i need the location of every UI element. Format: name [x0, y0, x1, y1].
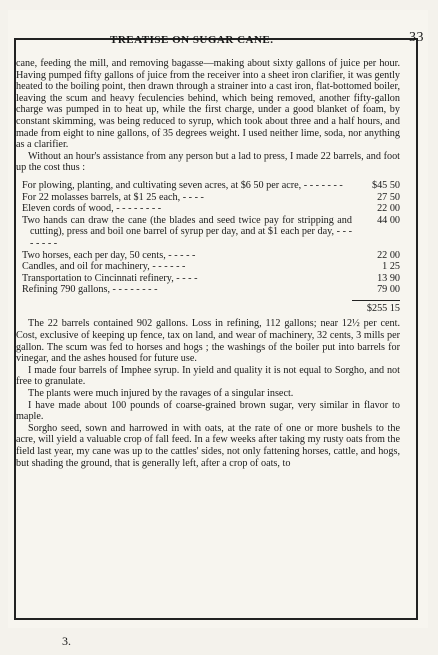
- ledger-row: [16, 250, 400, 262]
- cost-ledger: [16, 180, 400, 315]
- ledger-row: [16, 261, 400, 273]
- ledger-amount: 44 00: [377, 214, 400, 226]
- ledger-label: For plowing, planting, and cultivating seven acres, at $6 50 per acre, - - - - - - -: [22, 179, 343, 191]
- ledger-label: Two horses, each per day, 50 cents, - - - - -: [22, 249, 196, 261]
- ledger-amount: 22 00: [377, 203, 400, 215]
- paragraph: I have made about 100 pounds of coarse-grained brown sugar, very similar in flavor to maple.: [16, 399, 400, 423]
- ledger-row: [16, 203, 400, 215]
- ledger-label: Eleven cords of wood, - - - - - - - -: [22, 203, 162, 215]
- page-number: 33: [409, 30, 424, 45]
- signature-mark: 3.: [62, 634, 71, 648]
- paragraph: cane, feeding the mill, and removing bagasse—making about sixty gallons of juice per hour. Having pumped fifty gallons of juice from the receiver into a sheet iron clarifier, it was gently heated to the boiling point, then drawn through a strainer into a cast iron, flat-bottomed boiler, leaving the scum and heavy feculencies behind, which being removed, another fifty-gallon charge was pumped in to heat up, while the first charge, under a good blanket of foam, by constant skimming, was being reduced to syrup, which took about three and a half hours, and made from eight to nine gallons, of 35 degrees weight. I used neither lime, soda, nor anything as a clarifier.: [16, 58, 400, 151]
- paragraph: I made four barrels of Imphee syrup. In yield and quality it is not equal to Sorgho, and not free to granulate.: [16, 364, 400, 388]
- ledger-row: [16, 180, 400, 192]
- ledger-row: [16, 192, 400, 204]
- ledger-amount: 79 00: [377, 284, 400, 296]
- ledger-label: Refining 790 gallons, - - - - - - - -: [22, 284, 158, 296]
- ledger-amount: 22 00: [377, 249, 400, 261]
- paragraph: The 22 barrels contained 902 gallons. Loss in refining, 112 gallons; near 12½ per cent. Cost, exclusive of keeping up fence, tax on land, and wear of machinery, 32 cents, 3 mills per gallon. The scum was fed to horses and hogs ; the washings of the boiler put into barrels for vinegar, and the ashes housed for future use.: [16, 318, 400, 365]
- ledger-label: Transportation to Cincinnati refinery, - - - -: [22, 272, 198, 284]
- ledger-amount: 27 50: [377, 191, 400, 203]
- paragraph: Without an hour's assistance from any person but a lad to press, I made 22 barrels, and foot up the cost thus :: [16, 150, 400, 174]
- paragraph: The plants were much injured by the ravages of a singular insect.: [28, 388, 294, 400]
- ledger-label: For 22 molasses barrels, at $1 25 each, - - - -: [22, 191, 204, 203]
- ledger-row: [16, 215, 400, 250]
- ledger-amount: 1 25: [382, 261, 400, 273]
- ledger-total-row: [16, 300, 400, 315]
- paragraph: Sorgho seed, sown and harrowed in with oats, at the rate of one or more bushels to the acre, will yield a valuable crop of fall feed. In a few weeks after taking my rusty oats from the field last year, my cane was up to the cattles' sides, not only fattening horses, cattle, and hogs, but shading the ground, that is generally left, after a crop of oats, to: [16, 422, 400, 469]
- page-body: [16, 58, 400, 469]
- ledger-label: Two hands can draw the cane (the blades and seed twice pay for stripping and cutting), press and boil one barrel of syrup per day, and at $1 each per day, - - - - - - - -: [22, 214, 352, 249]
- ledger-total: $255 15: [352, 300, 400, 315]
- running-title: TREATISE ON SUGAR CANE.: [110, 34, 274, 46]
- ledger-row: [16, 284, 400, 296]
- ledger-amount: $45 50: [371, 179, 400, 191]
- ledger-amount: 13 90: [377, 272, 400, 284]
- ledger-row: [16, 273, 400, 285]
- ledger-label: Candles, and oil for machinery, - - - - - -: [22, 261, 186, 273]
